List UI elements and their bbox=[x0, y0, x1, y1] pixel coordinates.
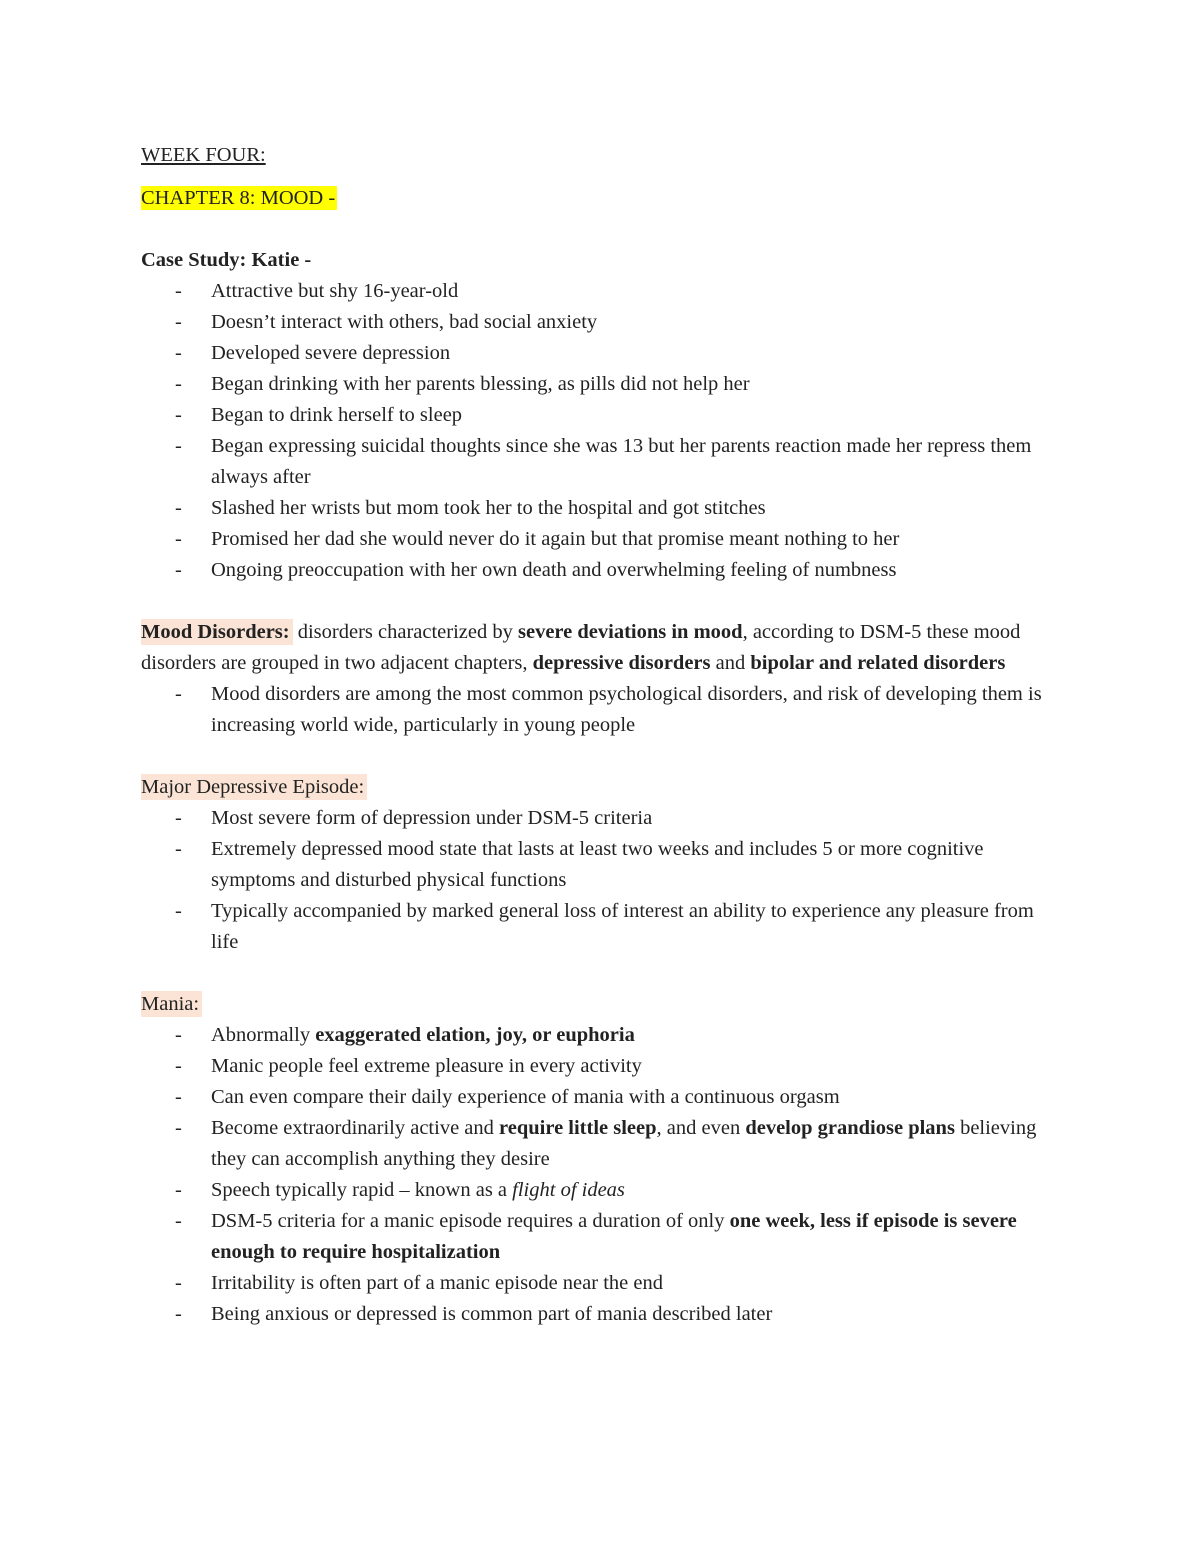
list-item bbox=[141, 679, 1061, 741]
item-text: Being anxious or depressed is common part of mania described later bbox=[211, 1303, 773, 1325]
item-bold: one week, less if episode is severe enough to require hospitalization bbox=[211, 1210, 1017, 1263]
item-text: Extremely depressed mood state that lasts at least two weeks and includes 5 or more cognitive symptoms and disturbed physical functions bbox=[211, 838, 984, 891]
dash-bullet: - bbox=[175, 807, 182, 829]
mania-list bbox=[141, 1020, 1061, 1330]
dash-bullet: - bbox=[175, 435, 182, 457]
definition-text: , according to DSM-5 these mood disorders are grouped in two adjacent chapters, bbox=[141, 621, 1021, 674]
list-item bbox=[141, 524, 1061, 555]
dash-bullet: - bbox=[175, 683, 182, 705]
dash-bullet: - bbox=[175, 528, 182, 550]
item-text: Slashed her wrists but mom took her to the hospital and got stitches bbox=[211, 497, 766, 519]
item-text: Most severe form of depression under DSM-5 criteria bbox=[211, 807, 653, 829]
list-item bbox=[141, 400, 1061, 431]
major-depressive-term: Major Depressive Episode: bbox=[141, 774, 367, 800]
dash-bullet: - bbox=[175, 1303, 182, 1325]
definition-bold: bipolar and related disorders bbox=[750, 652, 1006, 674]
list-item bbox=[141, 431, 1061, 493]
item-text: DSM-5 criteria for a manic episode requires a duration of only bbox=[211, 1210, 730, 1232]
list-item bbox=[141, 369, 1061, 400]
item-text: Began to drink herself to sleep bbox=[211, 404, 463, 426]
item-text: , and even bbox=[656, 1117, 746, 1139]
definition-text: and bbox=[710, 652, 751, 674]
mood-disorders-list bbox=[141, 679, 1061, 741]
dash-bullet: - bbox=[175, 497, 182, 519]
chapter-line bbox=[141, 183, 1061, 214]
item-text: Can even compare their daily experience of mania with a continuous orgasm bbox=[211, 1086, 840, 1108]
list-item bbox=[141, 1299, 1061, 1330]
item-text: Abnormally bbox=[211, 1024, 316, 1046]
item-text: Become extraordinarily active and bbox=[211, 1117, 500, 1139]
dash-bullet: - bbox=[175, 1055, 182, 1077]
major-depressive-section bbox=[141, 772, 1061, 958]
document-page bbox=[141, 140, 1061, 1330]
list-item bbox=[141, 1082, 1061, 1113]
dash-bullet: - bbox=[175, 1272, 182, 1294]
list-item bbox=[141, 896, 1061, 958]
item-bold: exaggerated elation, joy, or euphoria bbox=[315, 1024, 635, 1046]
item-text: Began drinking with her parents blessing, as pills did not help her bbox=[211, 373, 750, 395]
list-item bbox=[141, 803, 1061, 834]
mood-disorders-section bbox=[141, 617, 1061, 741]
case-study-heading: Case Study: Katie - bbox=[141, 249, 312, 271]
item-bold: develop grandiose plans bbox=[745, 1117, 955, 1139]
item-text: Typically accompanied by marked general loss of interest an ability to experience any pleasure from life bbox=[211, 900, 1034, 953]
list-item bbox=[141, 338, 1061, 369]
dash-bullet: - bbox=[175, 1210, 182, 1232]
dash-bullet: - bbox=[175, 1024, 182, 1046]
chapter-title: CHAPTER 8: MOOD - bbox=[141, 187, 336, 209]
list-item bbox=[141, 493, 1061, 524]
list-item bbox=[141, 1206, 1061, 1268]
mood-disorders-term: Mood Disorders: bbox=[141, 619, 293, 645]
case-study-section bbox=[141, 245, 1061, 586]
dash-bullet: - bbox=[175, 1086, 182, 1108]
list-item bbox=[141, 1113, 1061, 1175]
dash-bullet: - bbox=[175, 342, 182, 364]
mania-section bbox=[141, 989, 1061, 1330]
case-study-list bbox=[141, 276, 1061, 586]
mood-disorders-definition bbox=[141, 617, 1061, 679]
item-text: Doesn’t interact with others, bad social anxiety bbox=[211, 311, 598, 333]
list-item bbox=[141, 555, 1061, 586]
list-item bbox=[141, 1268, 1061, 1299]
mania-term: Mania: bbox=[141, 991, 202, 1017]
definition-bold: severe deviations in mood bbox=[518, 621, 743, 643]
item-text: Irritability is often part of a manic episode near the end bbox=[211, 1272, 663, 1294]
dash-bullet: - bbox=[175, 1117, 182, 1139]
item-text: believing they can accomplish anything they desire bbox=[211, 1117, 1037, 1170]
item-text: Mood disorders are among the most common psychological disorders, and risk of developing them is increasing world wide, particularly in young people bbox=[211, 683, 1042, 736]
item-italic: flight of ideas bbox=[512, 1179, 625, 1201]
list-item bbox=[141, 307, 1061, 338]
major-depressive-list bbox=[141, 803, 1061, 958]
item-text: Manic people feel extreme pleasure in every activity bbox=[211, 1055, 642, 1077]
dash-bullet: - bbox=[175, 838, 182, 860]
list-item bbox=[141, 1175, 1061, 1206]
definition-bold: depressive disorders bbox=[532, 652, 711, 674]
item-text: Speech typically rapid – known as a bbox=[211, 1179, 513, 1201]
list-item bbox=[141, 1051, 1061, 1082]
item-text: Ongoing preoccupation with her own death and overwhelming feeling of numbness bbox=[211, 559, 897, 581]
dash-bullet: - bbox=[175, 373, 182, 395]
item-text: Promised her dad she would never do it again but that promise meant nothing to her bbox=[211, 528, 900, 550]
dash-bullet: - bbox=[175, 900, 182, 922]
dash-bullet: - bbox=[175, 404, 182, 426]
item-text: Began expressing suicidal thoughts since she was 13 but her parents reaction made her repress them always after bbox=[211, 435, 1032, 488]
definition-text: disorders characterized by bbox=[292, 621, 518, 643]
item-text: Developed severe depression bbox=[211, 342, 451, 364]
item-bold: require little sleep bbox=[499, 1117, 657, 1139]
dash-bullet: - bbox=[175, 1179, 182, 1201]
dash-bullet: - bbox=[175, 559, 182, 581]
list-item bbox=[141, 834, 1061, 896]
week-title: WEEK FOUR: bbox=[141, 144, 266, 166]
item-text: Attractive but shy 16-year-old bbox=[211, 280, 459, 302]
dash-bullet: - bbox=[175, 311, 182, 333]
list-item bbox=[141, 276, 1061, 307]
list-item bbox=[141, 1020, 1061, 1051]
dash-bullet: - bbox=[175, 280, 182, 302]
